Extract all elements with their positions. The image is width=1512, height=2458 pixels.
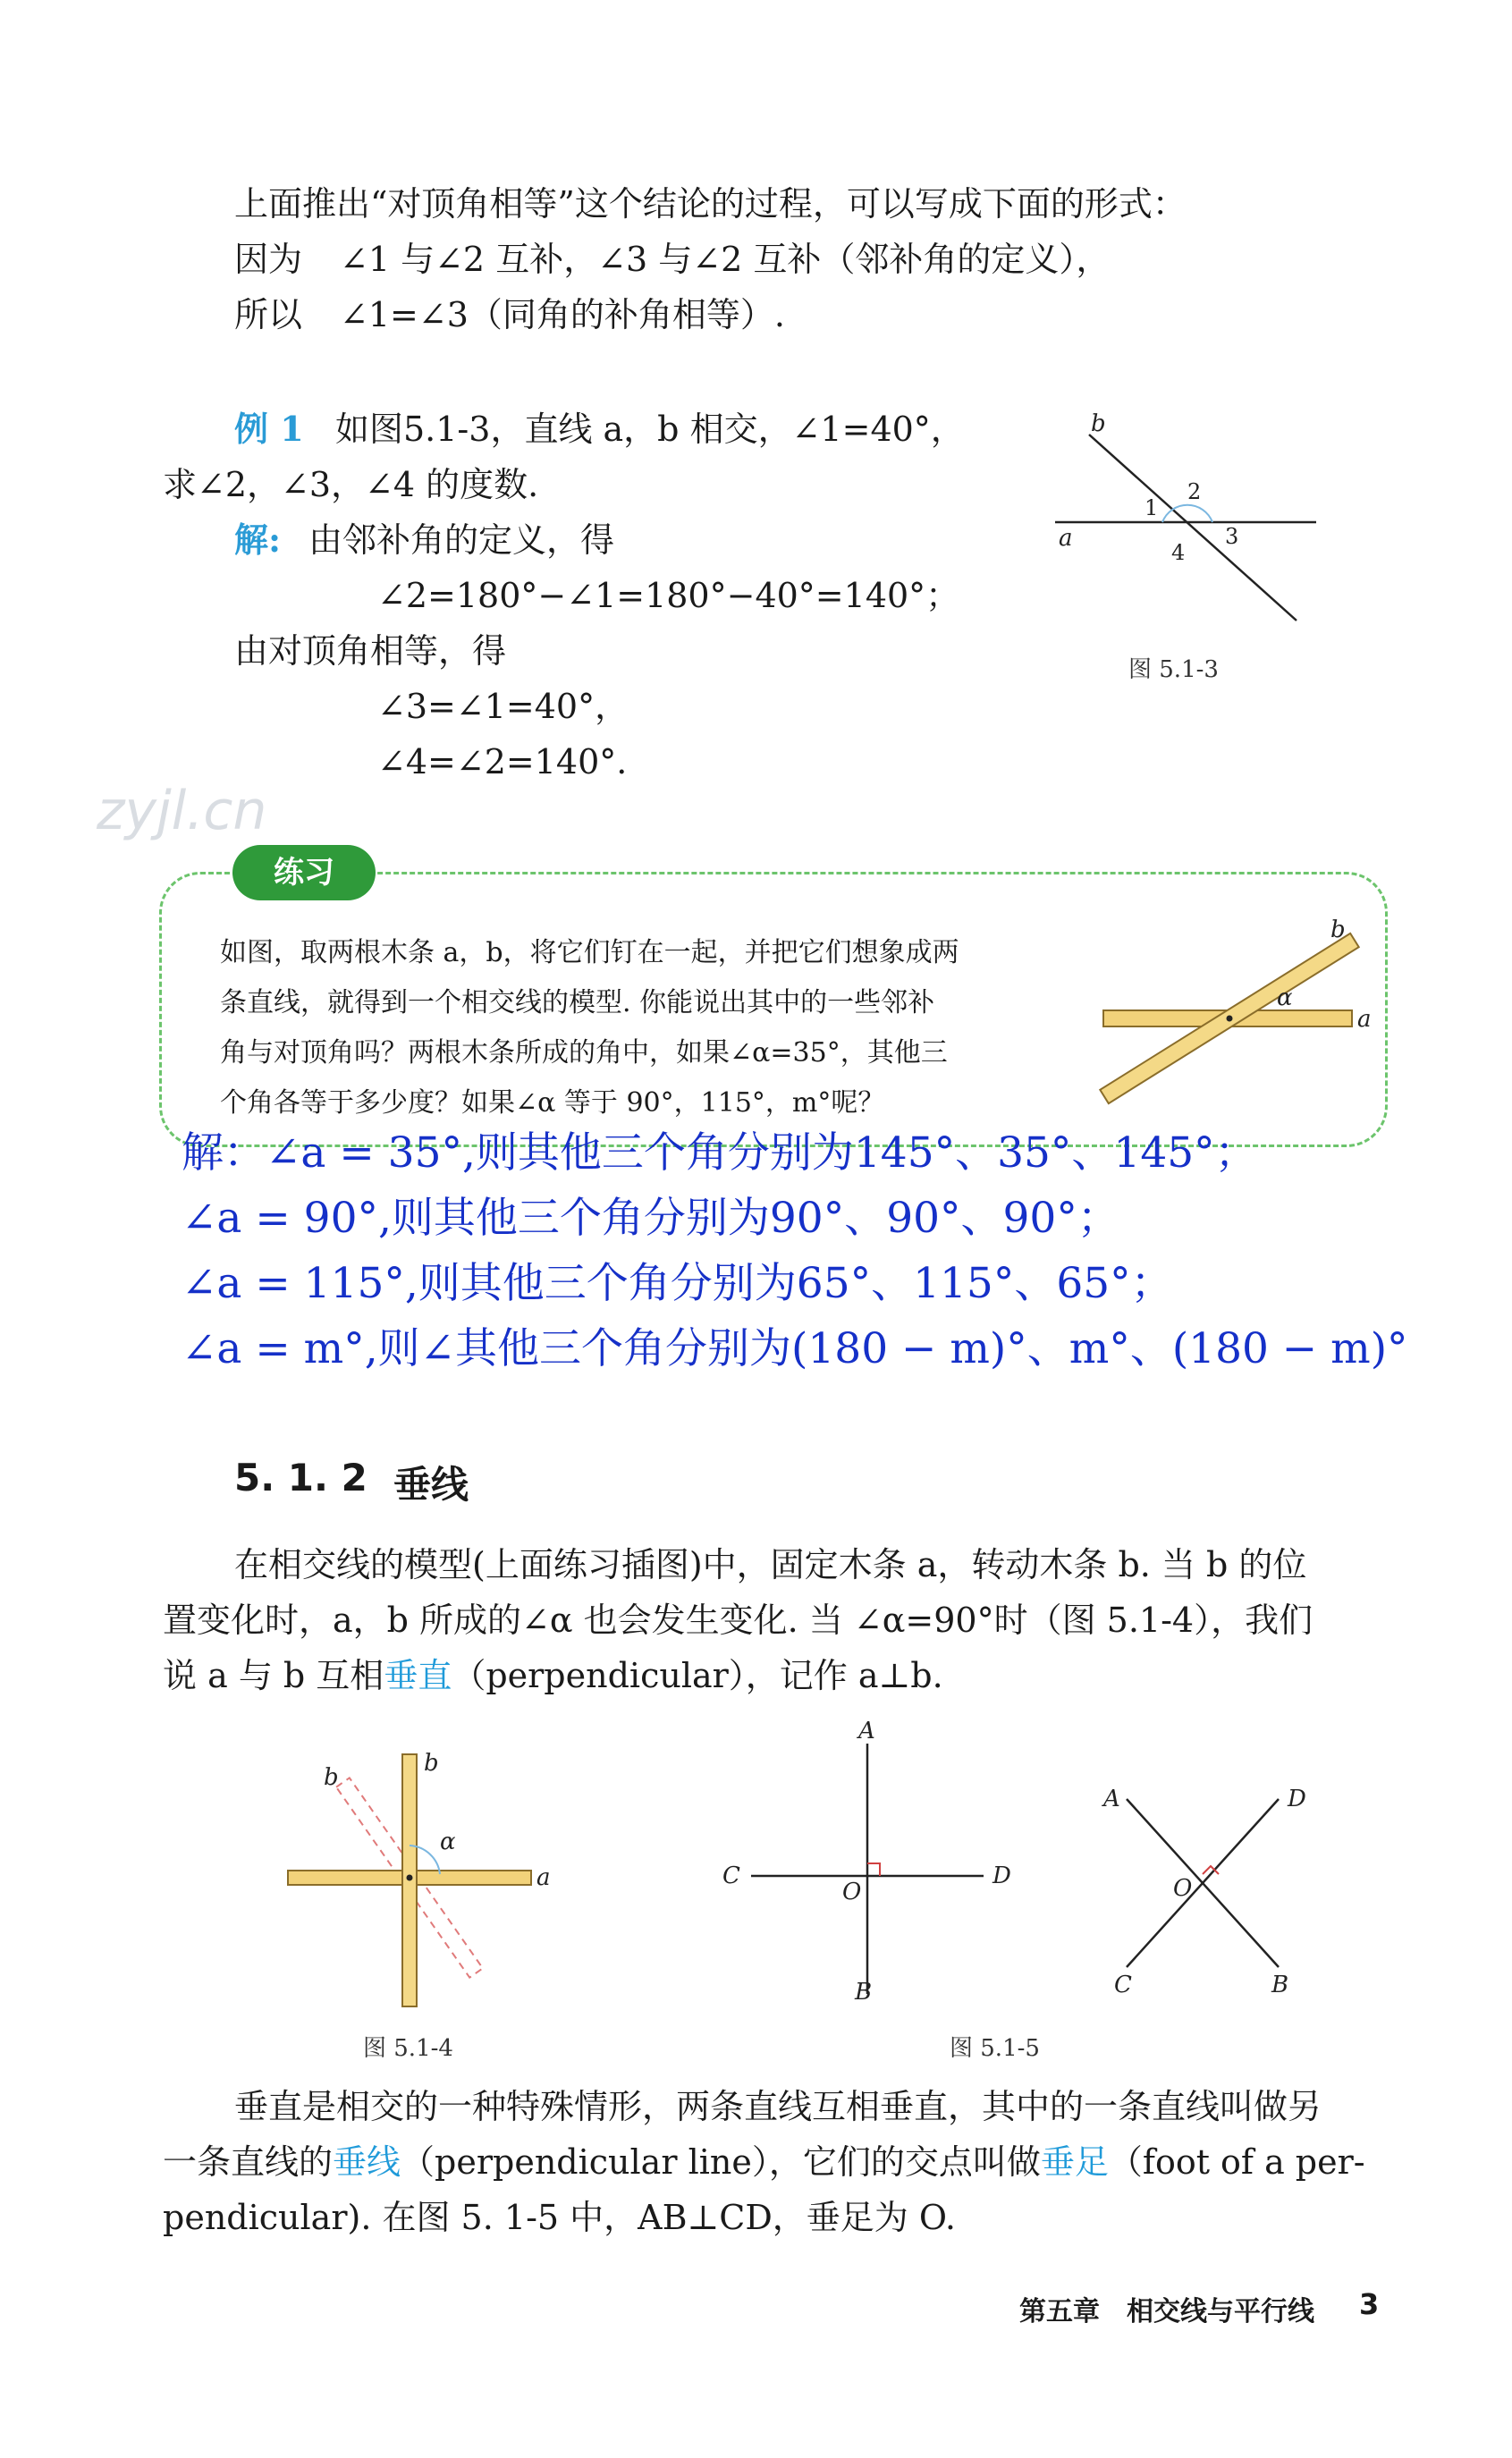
section-p1-line-2: 置变化时，a，b 所成的∠α 也会发生变化. 当 ∠α=90°时（图 5.1-4），我们 xyxy=(163,1601,1313,1640)
solution-line-2: ∠2=180°−∠1=180°−40°=140°； xyxy=(377,576,960,615)
term-foot: 垂足 xyxy=(1040,2142,1109,2182)
label-A-diagonal: A xyxy=(1103,1786,1120,1812)
term-perpendicular-line: 垂线 xyxy=(333,2142,401,2182)
label-C-diagonal: C xyxy=(1114,1972,1132,1998)
label-a: a xyxy=(1059,525,1073,552)
answer-line-2: ∠a = 90°,则其他三个角分别为90°、90°、90°； xyxy=(182,1194,1119,1243)
solution-line-3: 由对顶角相等，得 xyxy=(234,631,507,671)
label-a: a xyxy=(1357,1006,1372,1033)
intro-line-1: 上面推出“对顶角相等”这个结论的过程，可以写成下面的形式： xyxy=(234,184,1187,224)
solution-line-5: ∠4=∠2=140°. xyxy=(377,742,628,781)
section-p2-line-2-start: 一条直线的 xyxy=(163,2142,334,2182)
section-p2-line-2 xyxy=(163,2135,1365,2189)
figure-5-1-5 xyxy=(706,1717,1350,2012)
answer-line-1: 解：∠a = 35°,则其他三个角分别为145°、35°、145°； xyxy=(182,1128,1257,1178)
label-O: O xyxy=(842,1879,862,1905)
label-a: a xyxy=(536,1864,551,1891)
page-number: 3 xyxy=(1359,2287,1380,2321)
label-B-diagonal: B xyxy=(1271,1972,1289,1998)
intro-line-3-prefix: 所以 xyxy=(234,295,303,334)
nail-point xyxy=(1227,1016,1233,1022)
answer-line-3: ∠a = 115°,则其他三个角分别为65°、115°、65°； xyxy=(182,1259,1173,1308)
label-b: b xyxy=(424,1750,439,1777)
label-A: A xyxy=(858,1718,875,1744)
nail-point xyxy=(407,1875,413,1881)
practice-figure xyxy=(1091,912,1386,1109)
section-p2-line-2-end: （foot of a per- xyxy=(1108,2142,1365,2182)
answer-line-4: ∠a = m°,则∠其他三个角分别为(180 − m)°、m°、(180 − m)° xyxy=(182,1324,1408,1373)
example-label: 例 1 xyxy=(234,409,304,449)
right-angle-mark xyxy=(867,1863,880,1876)
figure-5-1-4 xyxy=(277,1744,563,2012)
label-alpha: α xyxy=(440,1829,456,1855)
section-p1-line-3-start: 说 a 与 b 互相 xyxy=(163,1656,384,1695)
section-p2-line-1: 垂直是相交的一种特殊情形，两条直线互相垂直，其中的一条直线叫做另 xyxy=(234,2087,1322,2126)
solution-line-1: 由邻补角的定义，得 xyxy=(308,520,615,560)
label-1: 1 xyxy=(1145,495,1159,520)
label-alpha: α xyxy=(1277,984,1293,1011)
example-text-1: 如图5.1-3，直线 a，b 相交，∠1=40°， xyxy=(335,410,965,449)
label-D: D xyxy=(993,1863,1011,1889)
term-perpendicular: 垂直 xyxy=(384,1656,452,1695)
label-b-rotated: b xyxy=(324,1764,339,1791)
intro-line-2-prefix: 因为 xyxy=(234,240,303,279)
label-O-diagonal: O xyxy=(1173,1875,1193,1902)
label-B: B xyxy=(855,1979,873,2006)
practice-line-2: 条直线，就得到一个相交线的模型. 你能说出其中的一些邻补 xyxy=(220,987,935,1018)
section-p1-line-3 xyxy=(163,1649,943,1702)
section-p2-line-3: pendicular). 在图 5. 1-5 中，AB⊥CD，垂足为 O. xyxy=(163,2198,956,2237)
label-D-diagonal: D xyxy=(1288,1786,1306,1812)
intro-line-3: ∠1=∠3（同角的补角相等）. xyxy=(340,295,785,334)
practice-line-3: 角与对顶角吗？两根木条所成的角中，如果∠α=35°，其他三 xyxy=(220,1037,948,1069)
solution-line-4: ∠3=∠1=40°， xyxy=(377,687,629,726)
label-2: 2 xyxy=(1187,479,1202,504)
figure-5-1-4-caption: 图 5.1-4 xyxy=(363,2035,453,2062)
watermark: zyjl.cn xyxy=(97,780,267,842)
intro-line-2: ∠1 与∠2 互补，∠3 与∠2 互补（邻补角的定义）， xyxy=(340,240,1111,279)
practice-line-1: 如图，取两根木条 a，b，将它们钉在一起，并把它们想象成两 xyxy=(220,937,959,968)
footer-chapter: 第五章 相交线与平行线 xyxy=(1019,2296,1314,2327)
section-number: 5. 1. 2 xyxy=(234,1456,367,1499)
section-title: 垂线 xyxy=(393,1463,469,1507)
label-4: 4 xyxy=(1171,540,1186,565)
label-C: C xyxy=(722,1863,740,1889)
section-p1-line-3-end: （perpendicular），记作 a⊥b. xyxy=(452,1656,943,1695)
figure-5-1-5-caption: 图 5.1-5 xyxy=(950,2035,1040,2062)
line-b xyxy=(1089,435,1297,621)
practice-line-4: 个角各等于多少度？如果∠α 等于 90°，115°，m°呢？ xyxy=(220,1087,885,1119)
figure-5-1-3 xyxy=(1037,402,1332,635)
section-p1-line-1: 在相交线的模型(上面练习插图)中，固定木条 a，转动木条 b. 当 b 的位 xyxy=(234,1545,1307,1584)
label-b: b xyxy=(1091,410,1106,437)
section-p2-line-2-middle: （perpendicular line），它们的交点叫做 xyxy=(401,2142,1041,2182)
label-b: b xyxy=(1330,916,1346,943)
example-text-2: 求∠2，∠3，∠4 的度数. xyxy=(163,465,539,504)
solution-label: 解: xyxy=(234,519,282,560)
practice-badge: 练习 xyxy=(232,845,376,900)
figure-5-1-3-caption: 图 5.1-3 xyxy=(1128,656,1219,683)
label-3: 3 xyxy=(1225,524,1239,549)
